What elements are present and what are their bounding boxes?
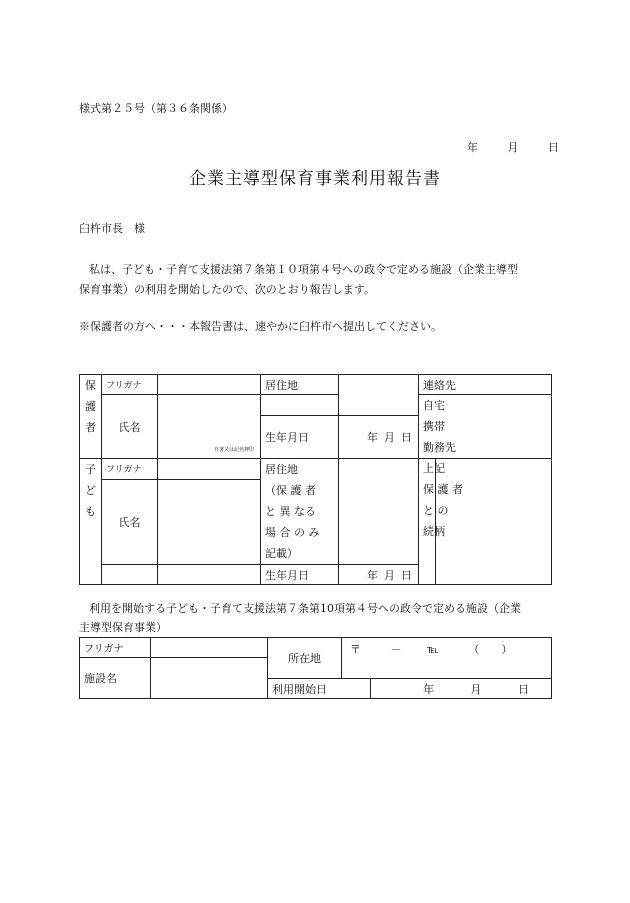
child-label-3: も — [85, 505, 96, 518]
guardian-furigana-label: フリガナ — [102, 375, 158, 395]
child-name-label: 氏名 — [102, 479, 158, 564]
guardian-name-label: 氏名 — [102, 395, 158, 459]
guardian-label-cell — [80, 375, 102, 459]
guardian-address-input[interactable] — [339, 375, 419, 416]
intro-line-2: 保育事業）の利用を開始したので、次のとおり報告します。 — [79, 283, 375, 296]
child-name-bottom-input[interactable] — [158, 565, 261, 585]
child-address-line-5: 記載） — [265, 547, 298, 560]
cb-day: 日 — [401, 568, 412, 582]
child-birthdate-input[interactable] — [339, 565, 419, 585]
child-address-line-4: 場 合 の み — [265, 526, 320, 539]
guardian-label-2: 護 — [85, 400, 96, 413]
page-title: 企業主導型保育事業利用報告書 — [189, 169, 441, 189]
date-year: 年 — [467, 141, 478, 154]
child-furigana-label: フリガナ — [102, 459, 158, 480]
child-address-label — [261, 459, 339, 565]
child-label-2: ど — [85, 484, 96, 497]
guardian-label-1: 保 — [85, 379, 96, 392]
guardian-child-table — [79, 374, 552, 585]
facility-intro-line-2: 主導型保育事業） — [79, 621, 167, 634]
date-line — [467, 139, 559, 155]
contact-mobile: 携帯 — [423, 420, 445, 433]
date-month: 月 — [507, 141, 519, 154]
postal-dash: － — [390, 643, 402, 656]
cb-month: 月 — [384, 568, 395, 582]
contact-work: 勤務先 — [423, 441, 456, 454]
signature-note: 自署又は記名押印 — [213, 447, 254, 453]
facility-table — [79, 637, 552, 699]
notice: ※保護者の方へ・・・本報告書は、速やかに臼杵市へ提出してください。 — [79, 320, 442, 333]
relation-line-4: 続柄 — [423, 525, 445, 538]
gb-year: 年 — [367, 431, 378, 445]
location-label: 所在地 — [268, 638, 342, 679]
guardian-birthdate-input[interactable] — [339, 416, 419, 459]
sd-day: 日 — [518, 682, 529, 696]
location-input[interactable] — [342, 638, 552, 679]
facility-name-input[interactable] — [151, 658, 268, 699]
contact-home: 自宅 — [423, 399, 445, 412]
guardian-birthdate-label: 生年月日 — [261, 416, 339, 459]
contact-label: 連絡先 — [419, 375, 552, 395]
relation-text — [423, 458, 463, 542]
child-label-1: 子 — [85, 463, 96, 476]
child-label-cell — [80, 459, 102, 585]
tel-mark: ℡ — [427, 643, 439, 656]
guardian-blank-cell — [261, 395, 339, 416]
guardian-label-3: 者 — [85, 421, 96, 434]
child-address-line-3: と 異 なる — [265, 505, 316, 518]
cb-year: 年 — [367, 568, 378, 582]
start-date-label: 利用開始日 — [268, 679, 371, 699]
guardian-name-input[interactable] — [158, 395, 261, 459]
postal-mark: 〒 — [350, 643, 361, 656]
guardian-address-label: 居住地 — [261, 375, 339, 395]
form-number: 様式第２５号（第３６条関係） — [79, 102, 233, 115]
relation-line-3: と の — [423, 504, 449, 517]
gb-month: 月 — [384, 431, 395, 445]
sd-month: 月 — [470, 682, 482, 696]
relation-line-2: 保 護 者 — [423, 483, 463, 496]
addressee: 臼杵市長 様 — [79, 222, 145, 235]
start-date-input[interactable] — [371, 679, 552, 699]
child-birthdate-label: 生年月日 — [261, 565, 339, 585]
facility-name-label: 施設名 — [80, 658, 151, 699]
relation-line-1: 上記 — [423, 462, 445, 475]
contact-options[interactable] — [419, 395, 552, 459]
child-address-line-2: （保 護 者 — [265, 484, 316, 497]
guardian-furigana-input[interactable] — [158, 375, 261, 395]
intro-line-1: 私は、子ども・子育て支援法第７条第１０項第４号への政令で定める施設（企業主導型 — [89, 263, 518, 276]
child-name-bottom-spacer — [102, 565, 158, 585]
tel-parens: （ ） — [468, 643, 513, 656]
facility-furigana-input[interactable] — [151, 638, 268, 658]
facility-furigana-label: フリガナ — [80, 638, 151, 658]
child-furigana-input[interactable] — [158, 459, 261, 480]
sd-year: 年 — [423, 682, 434, 696]
child-address-input[interactable] — [339, 459, 419, 565]
facility-intro-line-1: 利用を開始する子ども・子育て支援法第７条第10項第４号への政令で定める施設（企業 — [89, 602, 521, 615]
child-address-line-1: 居住地 — [265, 463, 298, 476]
gb-day: 日 — [401, 431, 412, 445]
date-day: 日 — [548, 141, 559, 154]
child-name-input[interactable] — [158, 479, 261, 564]
